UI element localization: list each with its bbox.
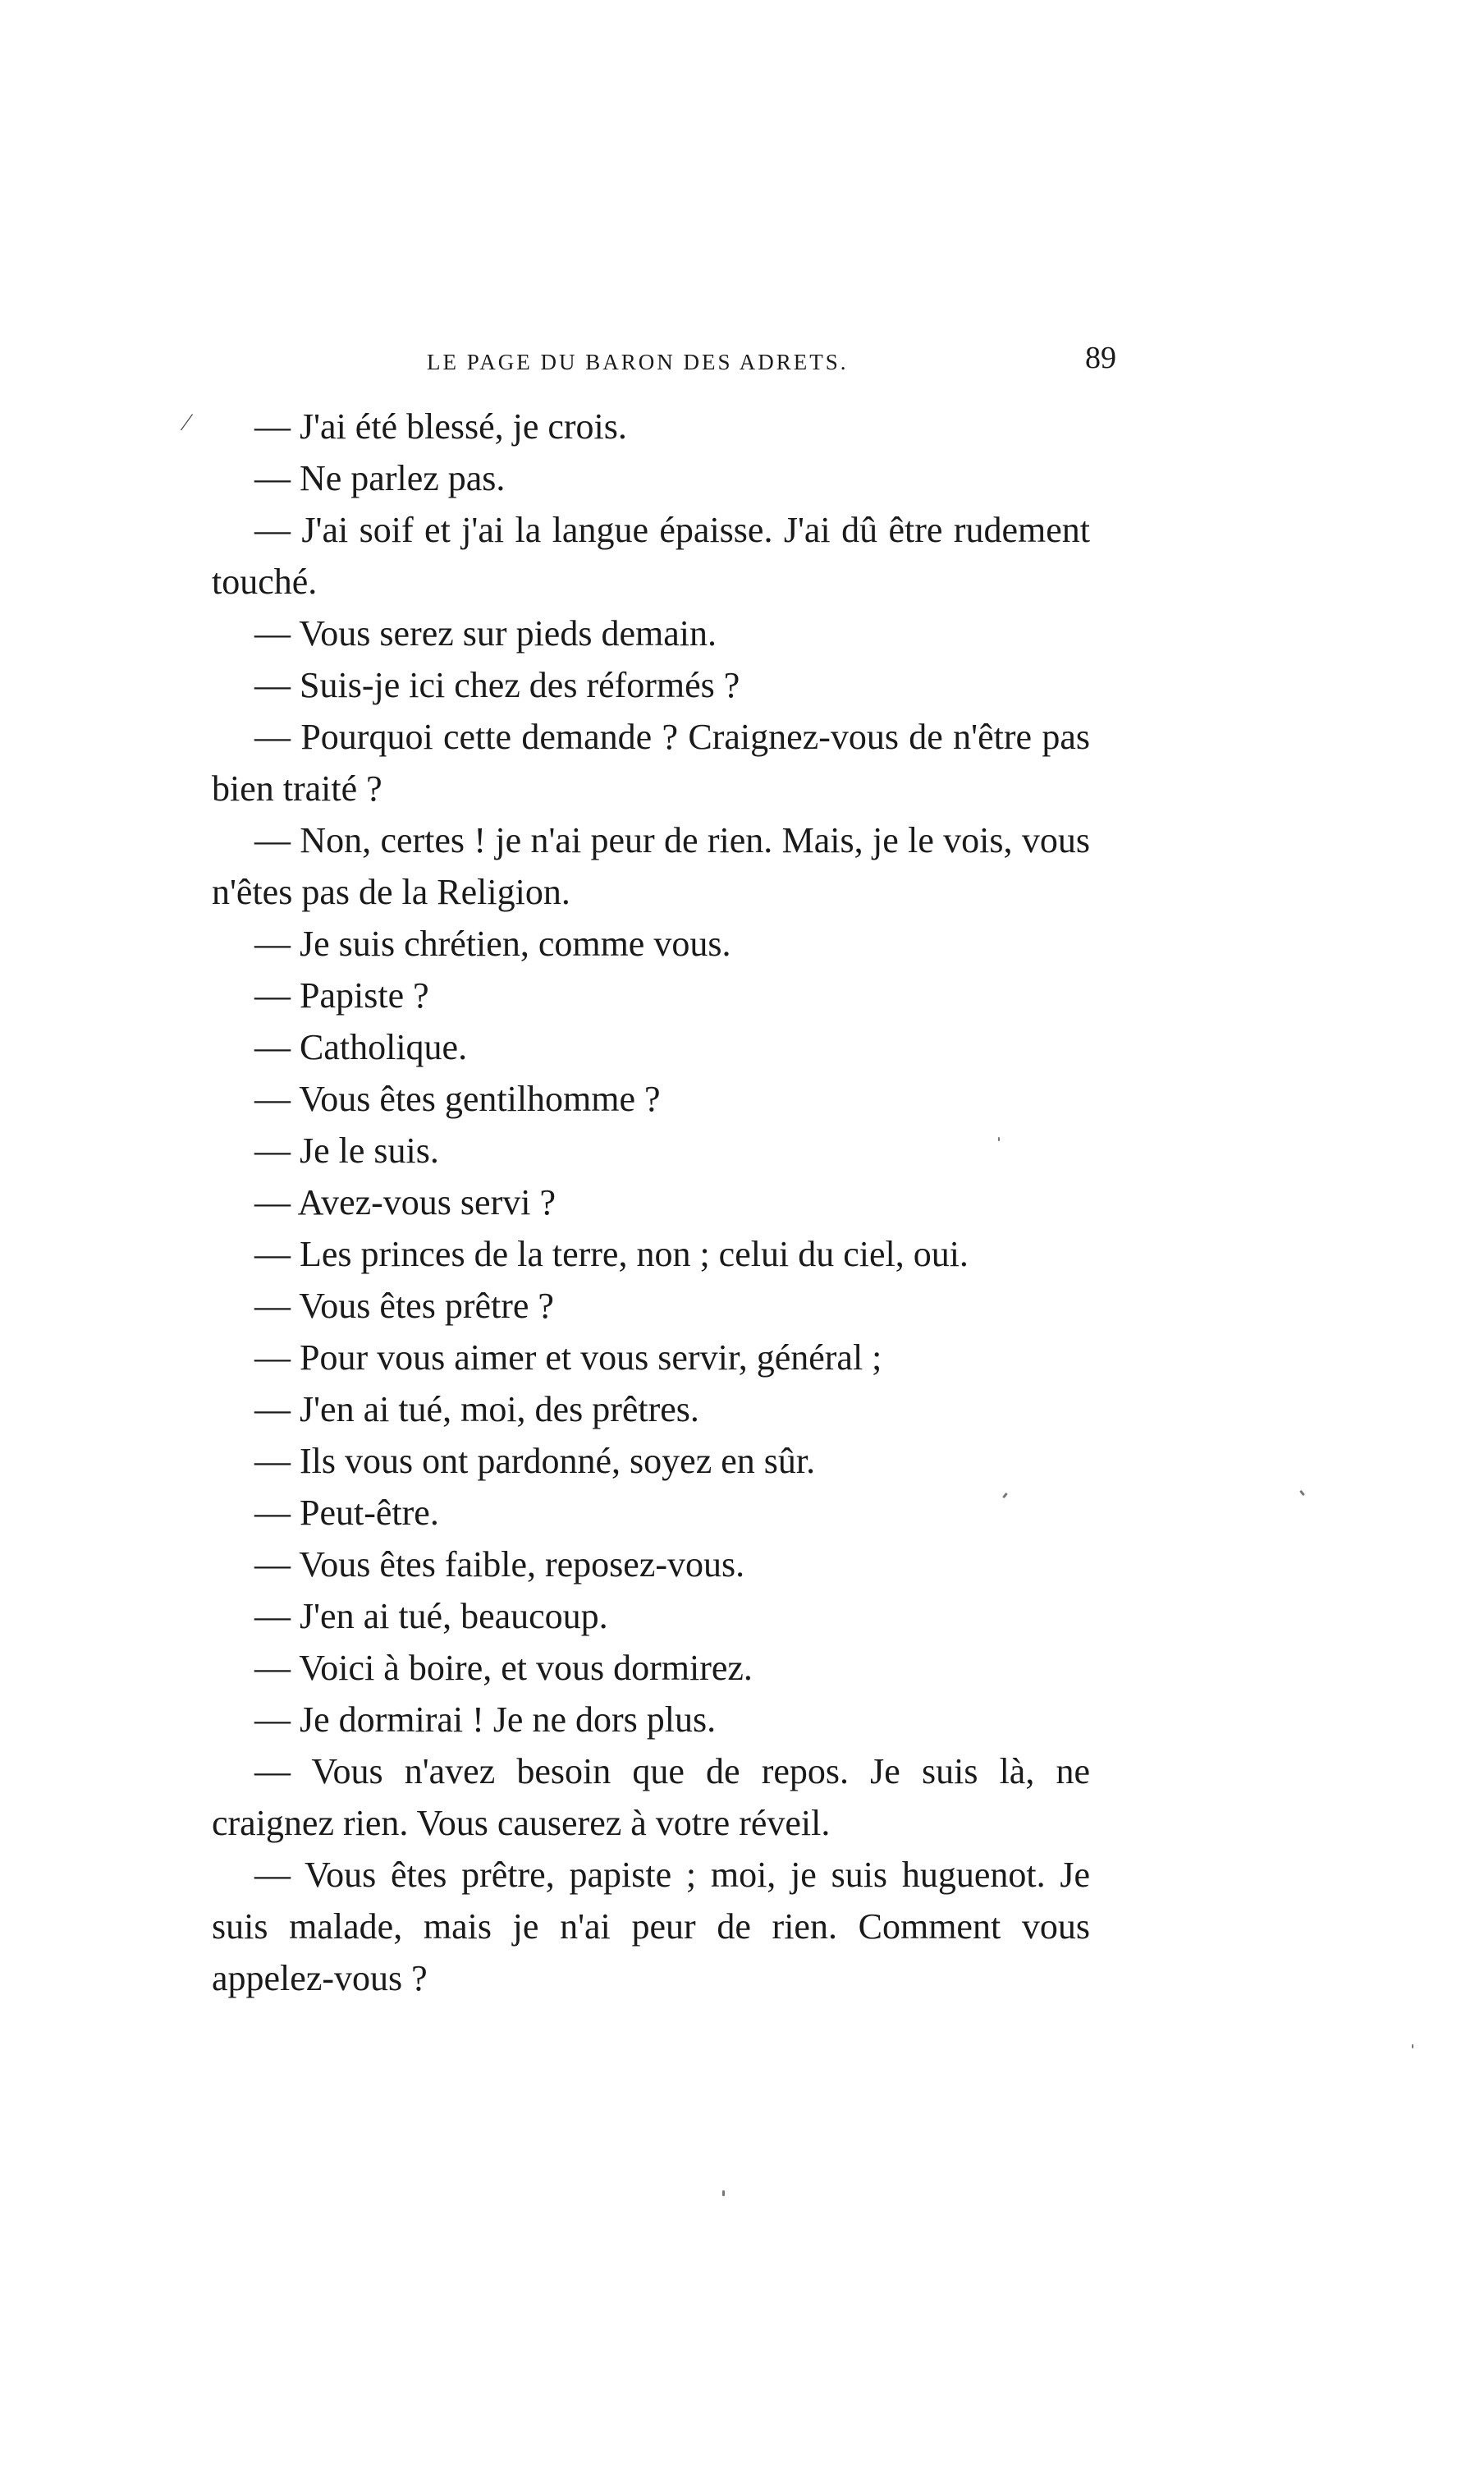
paragraph: — Catholique.: [254, 1027, 468, 1067]
paragraph: — J'en ai tué, moi, des prêtres.: [254, 1389, 699, 1429]
paragraph: — Voici à boire, et vous dormirez.: [254, 1648, 753, 1688]
paragraph: — Vous êtes faible, reposez-vous.: [254, 1544, 745, 1585]
page-number: 89: [1085, 341, 1116, 375]
paragraph: — J'ai soif et j'ai la langue épaisse. J'ai dû être rudement touché.: [212, 510, 1090, 602]
paragraph: — Vous êtes prêtre, papiste ; moi, je suis huguenot. Je suis malade, mais je n'ai peur de rien. Comment vous appelez-vous ?: [212, 1855, 1090, 1998]
paragraph: — Ils vous ont pardonné, soyez en sûr.: [254, 1441, 816, 1481]
paper-speck: [1299, 1490, 1305, 1496]
paragraph: — Pourquoi cette demande ? Craignez-vous de n'être pas bien traité ?: [212, 717, 1090, 809]
paragraph: — Vous serez sur pieds demain.: [254, 613, 717, 654]
paragraph: — Je suis chrétien, comme vous.: [254, 924, 731, 964]
paragraph: — Ne parlez pas.: [254, 458, 506, 498]
paper-speck: [1412, 2044, 1413, 2048]
paragraph: — Pour vous aimer et vous servir, général ;: [254, 1337, 882, 1378]
text-body: [212, 401, 1090, 2004]
paragraph: — J'ai été blessé, je crois.: [254, 406, 627, 447]
running-head: [427, 340, 1116, 389]
paragraph: — Suis-je ici chez des réformés ?: [254, 665, 740, 705]
paragraph: — Papiste ?: [254, 975, 429, 1016]
running-title: LE PAGE DU BARON DES ADRETS.: [427, 350, 849, 374]
paper-speck: [998, 1137, 1000, 1141]
paragraph: — Peut-être.: [254, 1493, 439, 1533]
margin-mark: ⁄: [185, 409, 190, 436]
paragraph: — Vous êtes gentilhomme ?: [254, 1079, 661, 1119]
paragraph: — Les princes de la terre, non ; celui du ciel, oui.: [254, 1234, 969, 1274]
paper-speck: [722, 2190, 725, 2196]
paragraph: — Je dormirai ! Je ne dors plus.: [254, 1699, 717, 1740]
paragraph: — Non, certes ! je n'ai peur de rien. Mais, je le vois, vous n'êtes pas de la Religion.: [212, 820, 1090, 912]
paragraph: — Je le suis.: [254, 1131, 439, 1171]
paragraph: — Vous n'avez besoin que de repos. Je suis là, ne craignez rien. Vous causerez à votre réveil.: [212, 1751, 1090, 1843]
paragraph: — Avez-vous servi ?: [254, 1182, 556, 1222]
paragraph: — Vous êtes prêtre ?: [254, 1286, 554, 1326]
paragraph: — J'en ai tué, beaucoup.: [254, 1596, 608, 1636]
